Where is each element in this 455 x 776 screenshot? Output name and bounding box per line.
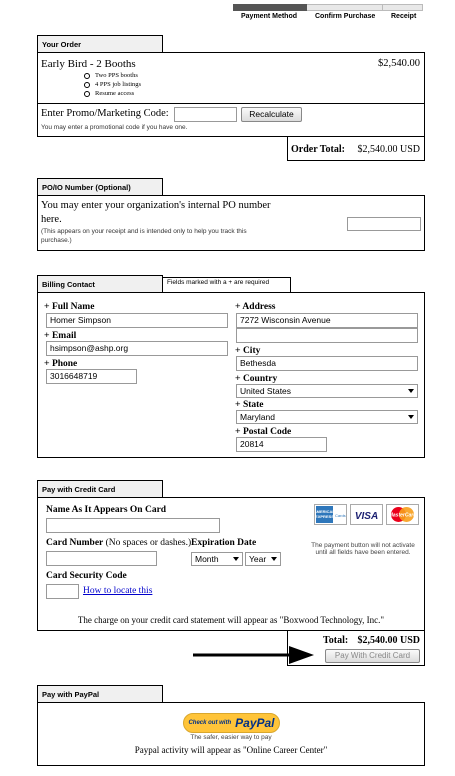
paypal-tagline: The safer, easier way to pay [190,734,272,741]
address-line2-input[interactable] [236,328,418,343]
address-line1-input[interactable]: 7272 Wisconsin Avenue [236,313,418,328]
postal-code-input[interactable]: 20814 [236,437,327,452]
amex-icon [315,505,346,524]
city-label: + City [235,345,261,356]
card-total-value: $2,540.00 USD [357,635,420,646]
order-divider [38,103,424,104]
your-order-section [37,52,425,137]
order-total-box [287,136,425,161]
full-name-input[interactable]: Homer Simpson [46,313,228,328]
po-section [37,195,425,251]
address-label: + Address [235,301,276,312]
how-to-locate-link[interactable]: How to locate this [83,586,153,596]
paypal-tab: Pay with PayPal [37,685,163,702]
order-total-value: $2,540.00 USD [357,144,420,155]
postal-code-label: + Postal Code [235,426,292,437]
chevron-down-icon [233,557,239,561]
country-select[interactable]: United States [236,384,418,398]
card-number-input[interactable] [46,551,157,566]
po-help-text-cont: purchase.) [41,237,72,244]
checkout-prefix: Check out with [188,720,232,726]
progress-segment [307,4,382,11]
step-payment-method: Payment Method [241,13,298,20]
paypal-section [37,702,425,766]
amex-logo [314,504,347,525]
billing-contact-section [37,292,425,458]
your-order-tab: Your Order [37,35,163,52]
paypal-statement-note: Paypal activity will appear as "Online Career Center" [134,745,328,755]
feature-item: Resume access [84,90,134,97]
step-confirm-purchase: Confirm Purchase [315,13,376,20]
phone-input[interactable]: 3016648719 [46,369,137,384]
po-description: You may enter your organization's internal PO number [41,200,271,211]
recalculate-button[interactable]: Recalculate [241,107,302,122]
svg-text:VISA: VISA [354,511,379,522]
card-number-label: Card Number (No spaces or dashes.) [46,538,192,548]
security-code-input[interactable] [46,584,79,599]
promo-help-text: You may enter a promotional code if you have one. [41,124,188,131]
card-statement-note: The charge on your credit card statement will appear as "Boxwood Technology, Inc." [77,615,385,625]
credit-card-section [37,497,425,631]
po-description-cont: here. [41,214,62,225]
svg-text:Cards: Cards [335,513,346,518]
email-label: + Email [44,330,77,341]
order-total-label: Order Total: [291,144,345,155]
activation-note: The payment button will not activate until all fields have been entered. [311,542,415,556]
feature-item: Two PPS booths [84,72,138,79]
chevron-down-icon [408,389,414,393]
promo-label: Enter Promo/Marketing Code: [41,108,169,119]
required-fields-note: Fields marked with a + are required [163,277,291,293]
progress-segment [382,4,423,11]
billing-contact-tab: Billing Contact [37,275,163,292]
mastercard-icon [387,505,418,524]
order-item-price: $2,540.00 [378,58,420,69]
po-help-text: (This appears on your receipt and is intended only to help you track this [41,228,247,235]
credit-card-tab: Pay with Credit Card [37,480,163,497]
security-code-label: Card Security Code [46,571,127,581]
year-select[interactable]: Year [245,552,281,566]
chevron-down-icon [408,415,414,419]
mastercard-logo [386,504,419,525]
month-select[interactable]: Month [191,552,243,566]
visa-icon [351,505,382,524]
card-name-input[interactable] [46,518,220,533]
arrow-right-icon [193,645,315,665]
feature-item: 4 PPS job listings [84,81,141,88]
chevron-down-icon [271,557,277,561]
order-item-name: Early Bird - 2 Booths [41,58,136,70]
pay-with-credit-card-button[interactable]: Pay With Credit Card [325,649,420,663]
paypal-checkout-button[interactable] [183,713,280,733]
phone-label: + Phone [44,358,78,369]
progress-segment-active [233,4,307,11]
visa-logo [350,504,383,525]
po-number-input[interactable] [347,217,421,231]
email-input[interactable]: hsimpson@ashp.org [46,341,228,356]
svg-text:EXPRESS: EXPRESS [315,514,334,519]
step-receipt: Receipt [391,13,417,20]
promo-code-input[interactable] [174,107,237,122]
po-tab: PO/IO Number (Optional) [37,178,163,195]
card-total-label: Total: [323,635,349,646]
card-name-label: Name As It Appears On Card [46,505,167,515]
svg-text:MasterCard: MasterCard [388,512,417,519]
state-label: + State [235,399,264,410]
full-name-label: + Full Name [44,301,95,312]
country-label: + Country [235,373,278,384]
paypal-logo-text: PayPal [235,716,275,730]
city-input[interactable]: Bethesda [236,356,418,371]
expiration-label: Expiration Date [191,538,257,548]
state-select[interactable]: Maryland [236,410,418,424]
svg-text:AMERICAN: AMERICAN [315,509,336,514]
